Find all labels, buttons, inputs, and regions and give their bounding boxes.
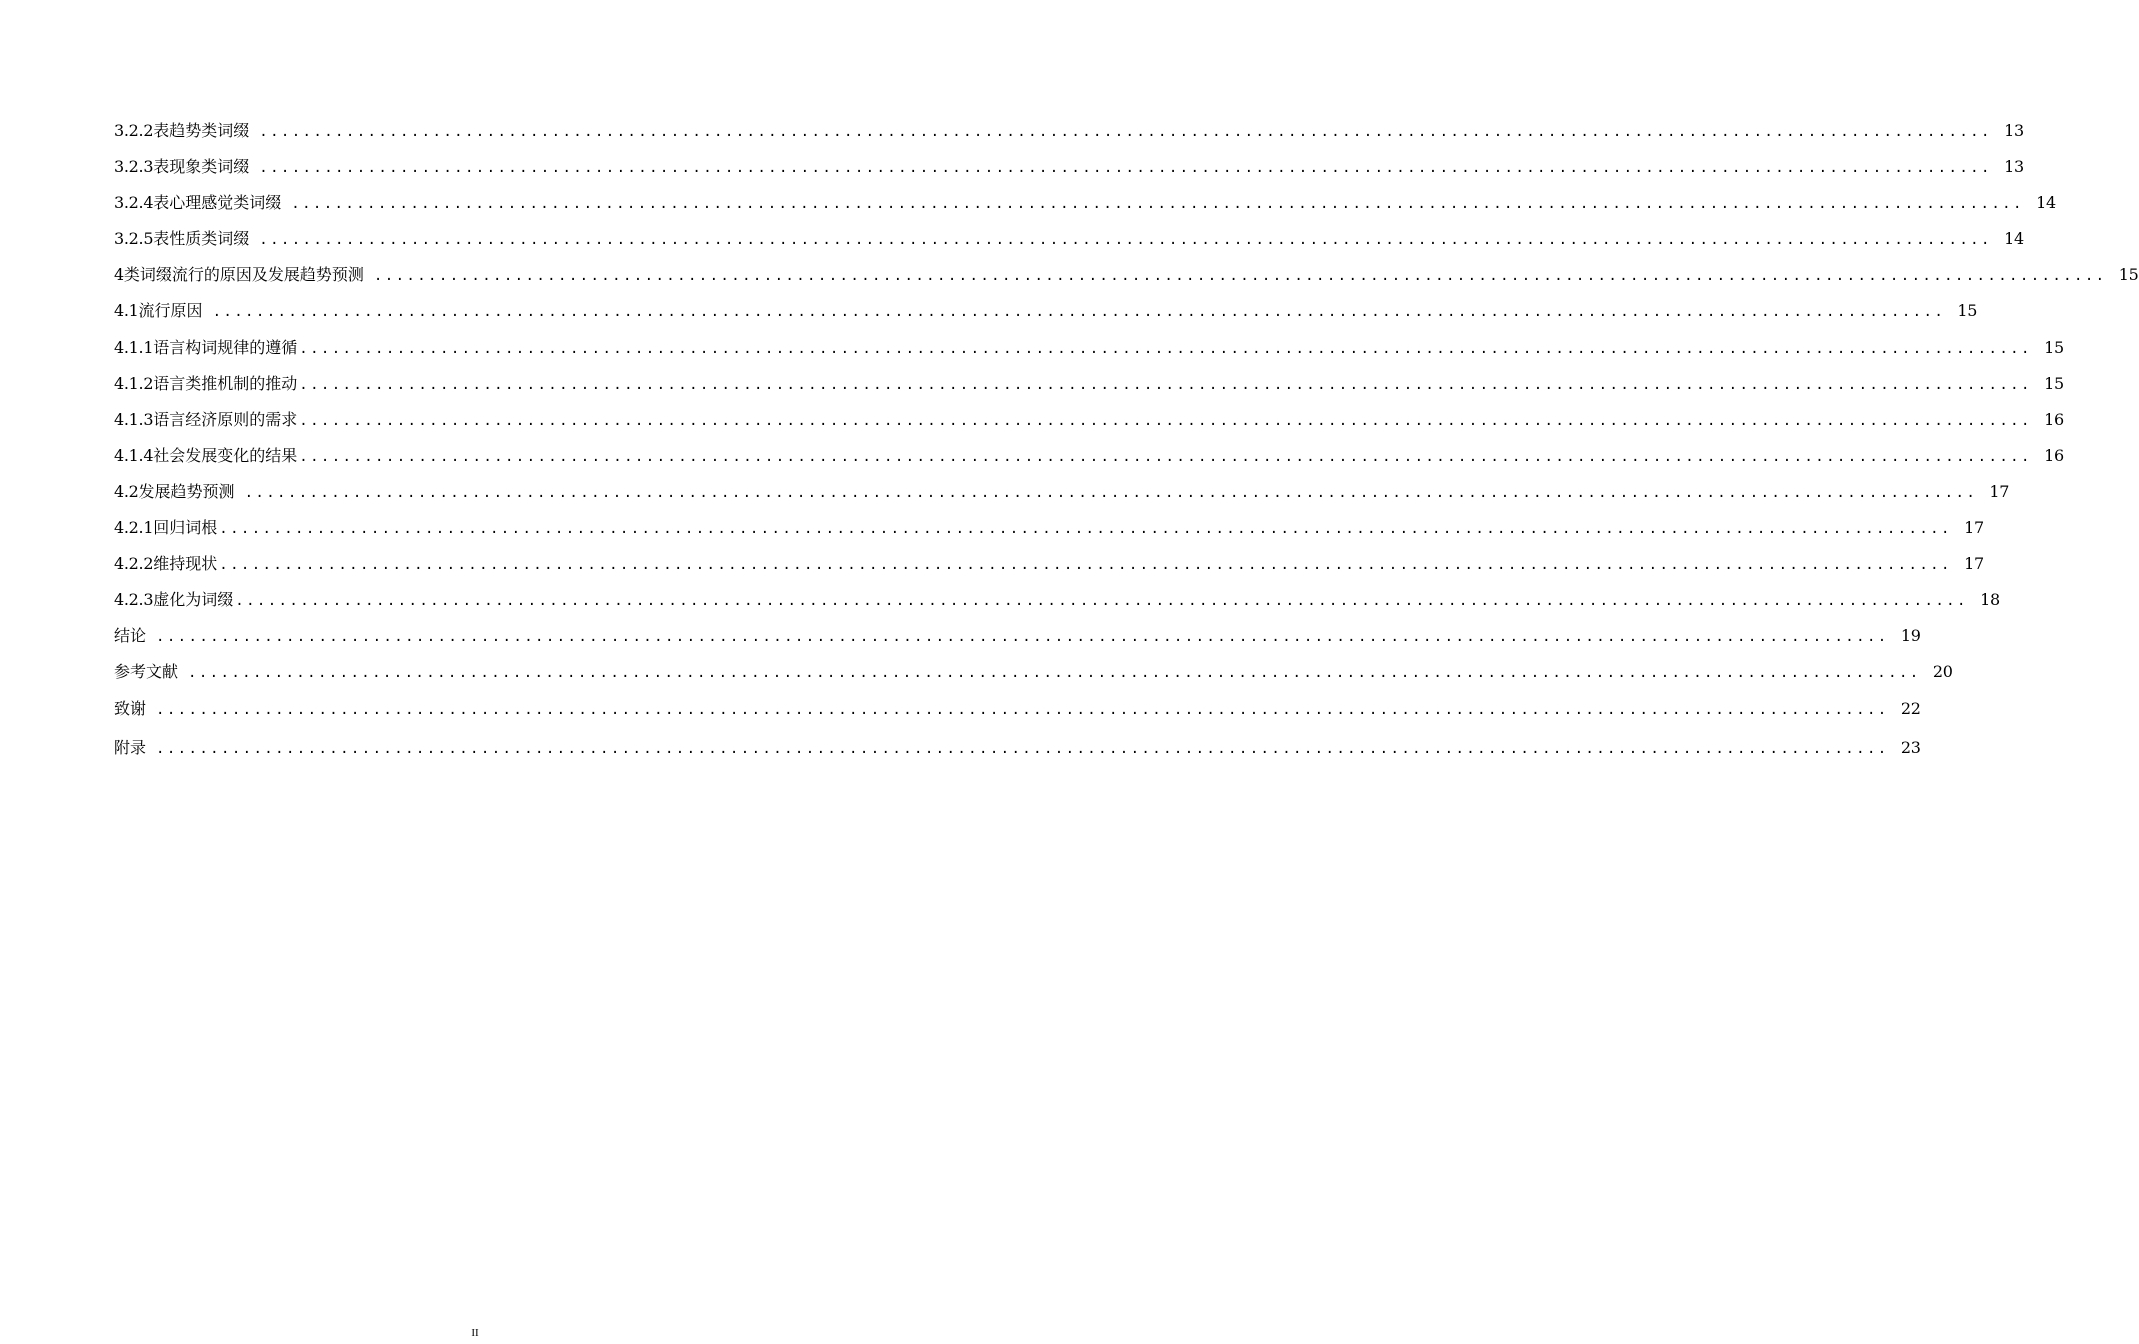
toc-entry-title: 致谢 — [114, 698, 147, 718]
toc-entry-page: 19 — [1900, 626, 1921, 646]
toc-entry-title: 表趋势类词缀 — [153, 121, 250, 140]
toc-entry-title: 附录 — [114, 737, 147, 757]
toc-entry-page: 14 — [2004, 229, 2024, 249]
toc-leader-dots: ................................................................................................................................................................ — [299, 340, 2032, 357]
toc-entry-title: 语言构词规律的遵循 — [153, 337, 298, 357]
toc-entry[interactable] — [114, 546, 1984, 582]
toc-entry-title: 社会发展变化的结果 — [153, 445, 298, 465]
toc-leader-dots: ................................................................................................................................................................ — [259, 124, 1992, 140]
toc-leader-dots: ................................................................................................................................................................ — [299, 412, 2032, 429]
toc-entry-number: 3.2.4 — [114, 193, 154, 213]
toc-entry-number: 4 — [114, 265, 124, 285]
toc-entry-title: 发展趋势预测 — [138, 481, 235, 501]
toc-leader-dots: ................................................................................................................................................................ — [259, 232, 1992, 249]
toc-entry[interactable] — [114, 113, 2024, 149]
toc-entry-page: 22 — [1900, 698, 1921, 718]
toc-entry-number: 4.2.3 — [114, 590, 154, 610]
toc-entry[interactable] — [114, 402, 2064, 438]
toc-entry-title: 表现象类词缀 — [153, 157, 250, 177]
toc-entry-title: 结论 — [114, 626, 147, 646]
toc-entry[interactable] — [114, 618, 1921, 654]
toc-entry-page: 17 — [1989, 481, 2010, 501]
toc-leader-dots: ................................................................................................................................................................ — [291, 196, 2024, 213]
toc-entry-number: 3.2.5 — [114, 229, 154, 249]
toc-entry[interactable] — [114, 691, 1921, 727]
toc-entry-title: 流行原因 — [138, 301, 203, 321]
toc-entry-title: 回归词根 — [153, 518, 218, 538]
toc-entry-title: 语言类推机制的推动 — [153, 373, 298, 393]
toc-entry-page: 17 — [1964, 554, 1984, 574]
toc-leader-dots: ................................................................................................................................................................ — [244, 484, 1978, 501]
toc-entry[interactable] — [114, 293, 1978, 329]
toc-entry[interactable] — [114, 330, 2064, 366]
page-number-footer: II — [471, 1327, 479, 1339]
toc-entry[interactable] — [114, 438, 2064, 474]
toc-entry-page: 23 — [1900, 737, 1921, 757]
toc-entry-title: 参考文献 — [114, 662, 179, 682]
toc-leader-dots: ................................................................................................................................................................ — [373, 268, 2107, 285]
toc-leader-dots: ................................................................................................................................................................ — [299, 376, 2032, 393]
toc-entry-number: 4.1 — [114, 301, 139, 321]
toc-entry[interactable] — [114, 366, 2064, 402]
toc-entry-page: 18 — [1980, 590, 2000, 610]
toc-entry-page: 15 — [2044, 337, 2064, 357]
toc-leader-dots: ................................................................................................................................................................ — [156, 740, 1889, 757]
toc-entry[interactable] — [114, 654, 1953, 690]
toc-leader-dots: ................................................................................................................................................................ — [156, 629, 1889, 646]
toc-entry-title: 表性质类词缀 — [153, 229, 250, 249]
toc-entry-number: 4.2.1 — [114, 518, 154, 538]
toc-entry[interactable] — [114, 257, 2139, 293]
toc-entry-number: 3.2.3 — [114, 157, 154, 177]
toc-leader-dots: ................................................................................................................................................................ — [299, 448, 2032, 465]
toc-leader-dots: ................................................................................................................................................................ — [156, 701, 1889, 718]
toc-entry-title: 类词缀流行的原因及发展趋势预测 — [123, 265, 364, 285]
toc-entry-number: 4.1.1 — [114, 337, 154, 357]
toc-entry-page: 13 — [2004, 157, 2024, 177]
toc-entry-number: 4.1.3 — [114, 409, 154, 429]
toc-entry[interactable] — [114, 185, 2056, 221]
toc-leader-dots: ................................................................................................................................................................ — [219, 557, 1952, 574]
toc-entry-title: 虚化为词缀 — [153, 590, 234, 610]
toc-entry-number: 3.2.2 — [114, 121, 154, 140]
toc-entry-number: 4.1.4 — [114, 445, 154, 465]
toc-leader-dots: ................................................................................................................................................................ — [188, 665, 1921, 682]
toc-entry[interactable] — [114, 474, 2010, 510]
toc-entry-page: 14 — [2036, 193, 2056, 213]
toc-entry-page: 15 — [1957, 301, 1978, 321]
toc-entry-page: 16 — [2044, 409, 2064, 429]
toc-entry[interactable] — [114, 221, 2024, 257]
toc-entry-title: 语言经济原则的需求 — [153, 409, 298, 429]
toc-entry[interactable] — [114, 582, 2000, 618]
toc-entry-number: 4.2.2 — [114, 554, 154, 574]
toc-entry-number: 4.1.2 — [114, 373, 154, 393]
toc-entry-number: 4.2 — [114, 481, 139, 501]
toc-entry[interactable] — [114, 510, 1984, 546]
toc-entry-page: 13 — [2004, 121, 2024, 140]
toc-entry-page: 20 — [1932, 662, 1953, 682]
toc-entry-page: 15 — [2118, 265, 2139, 285]
table-of-contents — [114, 113, 2139, 766]
toc-entry-title: 维持现状 — [153, 554, 218, 574]
toc-leader-dots: ................................................................................................................................................................ — [235, 593, 1968, 610]
toc-leader-dots: ................................................................................................................................................................ — [259, 160, 1992, 177]
toc-entry-page: 17 — [1964, 518, 1984, 538]
toc-entry[interactable] — [114, 149, 2024, 185]
toc-leader-dots: ................................................................................................................................................................ — [219, 521, 1952, 538]
toc-entry-page: 16 — [2044, 445, 2064, 465]
toc-leader-dots: ................................................................................................................................................................ — [212, 304, 1946, 321]
toc-entry-page: 15 — [2044, 373, 2064, 393]
toc-entry-title: 表心理感觉类词缀 — [153, 193, 282, 213]
toc-entry[interactable] — [114, 730, 1921, 766]
